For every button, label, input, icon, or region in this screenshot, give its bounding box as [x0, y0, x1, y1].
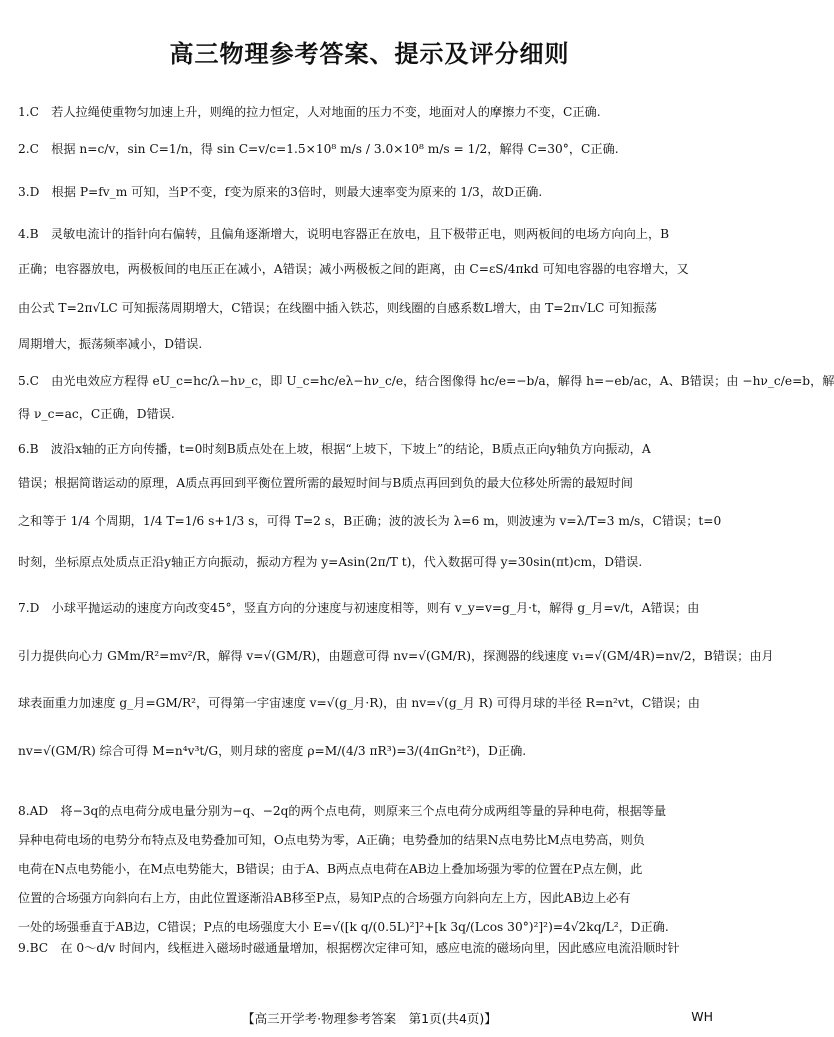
- text-line: 一处的场强垂直于AB边，C错误；P点的电场强度大小 E=√([k q/(0.5L)²]²+[k 3q/(Lcos 30°)²]²)=4√2kq/L²，D正确.: [18, 920, 669, 934]
- text-line: 球表面重力加速度 g_月=GM/R²，可得第一宇宙速度 v=√(g_月·R)，由 nv=√(g_月 R) 可得月球的半径 R=n²vt，C错误；由: [18, 696, 700, 710]
- text-line: 9.BC 在 0～d/v 时间内，线框进入磁场时磁通量增加，根据楞次定律可知，感应电流的磁场向里，因此感应电流沿顺时针: [18, 941, 680, 955]
- text-line: 错误；根据简谐运动的原理，A质点再回到平衡位置所需的最短时间与B质点再回到负的最大位移处所需的最短时间: [18, 476, 633, 490]
- text-line: 2.C 根据 n=c/v，sin C=1/n，得 sin C=v/c=1.5×10⁸ m/s / 3.0×10⁸ m/s = 1/2，解得 C=30°，C正确.: [18, 142, 619, 156]
- text-line: 得 ν_c=ac，C正确，D错误.: [18, 407, 175, 421]
- text-line: 异种电荷电场的电势分布特点及电势叠加可知，O点电势为零，A正确；电势叠加的结果N点电势比M点电势高，则负: [18, 833, 645, 847]
- text-line: 4.B 灵敏电流计的指针向右偏转，且偏角逐渐增大，说明电容器正在放电，且下极带正电，则两板间的电场方向向上，B: [18, 227, 670, 241]
- text-line: 5.C 由光电效应方程得 eU_c=hc/λ−hν_c，即 U_c=hc/eλ−hν_c/e，结合图像得 hc/e=−b/a，解得 h=−eb/ac，A、B错误；由 −hν_c/e=b，解: [18, 374, 834, 388]
- page-footer: 【高三开学考·物理参考答案 第1页(共4页)】: [242, 1011, 497, 1026]
- text-line: 3.D 根据 P=fv_m 可知，当P不变，f变为原来的3倍时，则最大速率变为原来的 1/3，故D正确.: [18, 185, 543, 199]
- text-line: 位置的合场强方向斜向右上方，由此位置逐渐沿AB移至P点，易知P点的合场强方向斜向左上方，因此AB边上必有: [18, 891, 631, 905]
- text-line: 6.B 波沿x轴的正方向传播，t=0时刻B质点处在上坡，根据“上坡下，下坡上”的结论，B质点正向y轴负方向振动，A: [18, 442, 651, 456]
- text-line: 引力提供向心力 GMm/R²=mv²/R，解得 v=√(GM/R)，由题意可得 nv=√(GM/R)，探测器的线速度 v₁=√(GM/4R)=nv/2，B错误；由月: [18, 649, 774, 663]
- text-line: 电荷在N点电势能小，在M点电势能大，B错误；由于A、B两点点电荷在AB边上叠加场强为零的位置在P点左侧，此: [18, 862, 643, 876]
- text-line: 正确；电容器放电，两极板间的电压正在减小，A错误；减小两极板之间的距离，由 C=εS/4πkd 可知电容器的电容增大，又: [18, 262, 689, 276]
- text-line: 由公式 T=2π√LC 可知振荡周期增大，C错误；在线圈中插入铁芯，则线圈的自感系数L增大，由 T=2π√LC 可知振荡: [18, 301, 657, 315]
- text-line: 时刻，坐标原点处质点正沿y轴正方向振动，振动方程为 y=Asin(2π/T t)，代入数据可得 y=30sin(πt)cm，D错误.: [18, 555, 643, 569]
- text-line: 7.D 小球平抛运动的速度方向改变45°，竖直方向的分速度与初速度相等，则有 v_y=v=g_月·t，解得 g_月=v/t，A错误；由: [18, 601, 700, 615]
- text-line: 之和等于 1/4 个周期，1/4 T=1/6 s+1/3 s，可得 T=2 s，B正确；波的波长为 λ=6 m，则波速为 v=λ/T=3 m/s，C错误；t=0: [18, 514, 722, 528]
- footer-code: WH: [691, 1009, 713, 1024]
- text-line: 1.C 若人拉绳使重物匀加速上升，则绳的拉力恒定，人对地面的压力不变，地面对人的摩擦力不变，C正确.: [18, 105, 601, 119]
- page-title: 高三物理参考答案、提示及评分细则: [169, 40, 570, 68]
- text-line: nv=√(GM/R) 综合可得 M=n⁴v³t/G，则月球的密度 ρ=M/(4/3 πR³)=3/(4πGn²t²)，D正确.: [18, 744, 527, 758]
- text-line: 周期增大，振荡频率减小，D错误.: [18, 337, 203, 351]
- text-line: 8.AD 将−3q的点电荷分成电量分别为−q、−2q的两个点电荷，则原来三个点电荷分成两组等量的异种电荷，根据等量: [18, 804, 667, 818]
